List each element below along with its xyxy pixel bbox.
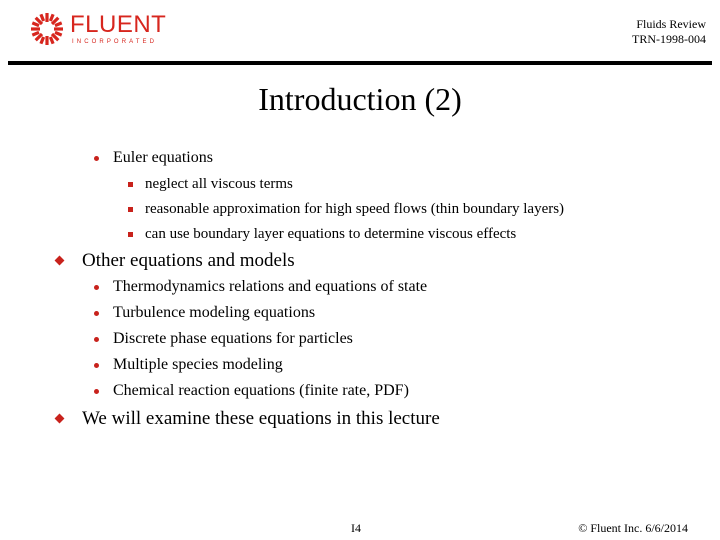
bullet-item [113,303,315,323]
square-bullet-icon [128,182,133,187]
round-bullet-icon [94,311,99,316]
bullet-item [113,381,409,401]
bullet-text: Multiple species modeling [113,356,283,373]
bullet-item [113,355,283,375]
bullet-text: We will examine these equations in this lecture [82,408,440,429]
slide-title: Introduction (2) [258,81,462,117]
bullet-text: Discrete phase equations for particles [113,330,353,347]
square-bullet-icon [128,232,133,237]
diamond-bullet-icon [55,414,65,424]
bullet-text: Turbulence modeling equations [113,304,316,321]
bullet-item [113,148,213,168]
bullet-text: neglect all viscous terms [145,176,293,192]
fluent-starburst-logo-icon [30,12,64,46]
copyright-notice: © Fluent Inc. 6/6/2014 [578,521,688,535]
header-divider [8,61,712,65]
fluent-logo [30,10,167,50]
round-bullet-icon [94,337,99,342]
bullet-text: reasonable approximation for high speed flows (thin boundary layers) [145,201,565,217]
bullet-item [82,250,295,272]
course-name: Fluids Review [636,17,706,31]
bullet-item [113,277,427,297]
document-info [632,17,706,47]
round-bullet-icon [94,363,99,368]
bullet-item [145,225,516,243]
round-bullet-icon [94,156,99,161]
page-number: I4 [351,521,361,535]
diamond-bullet-icon [55,256,65,266]
logo-wordmark: FLUENT [70,11,167,38]
round-bullet-icon [94,389,99,394]
round-bullet-icon [94,285,99,290]
bullet-text: Thermodynamics relations and equations of state [113,278,428,295]
bullet-item [113,329,353,349]
logo-tagline: INCORPORATED [72,39,158,45]
bullet-text: Chemical reaction equations (finite rate, PDF) [113,382,409,399]
bullet-item [145,175,293,193]
square-bullet-icon [128,207,133,212]
bullet-item [145,200,564,218]
bullet-item [82,408,440,430]
bullet-text: Euler equations [113,149,213,166]
document-number: TRN-1998-004 [632,32,706,46]
bullet-text: Other equations and models [82,250,295,271]
bullet-text: can use boundary layer equations to determine viscous effects [145,226,517,242]
